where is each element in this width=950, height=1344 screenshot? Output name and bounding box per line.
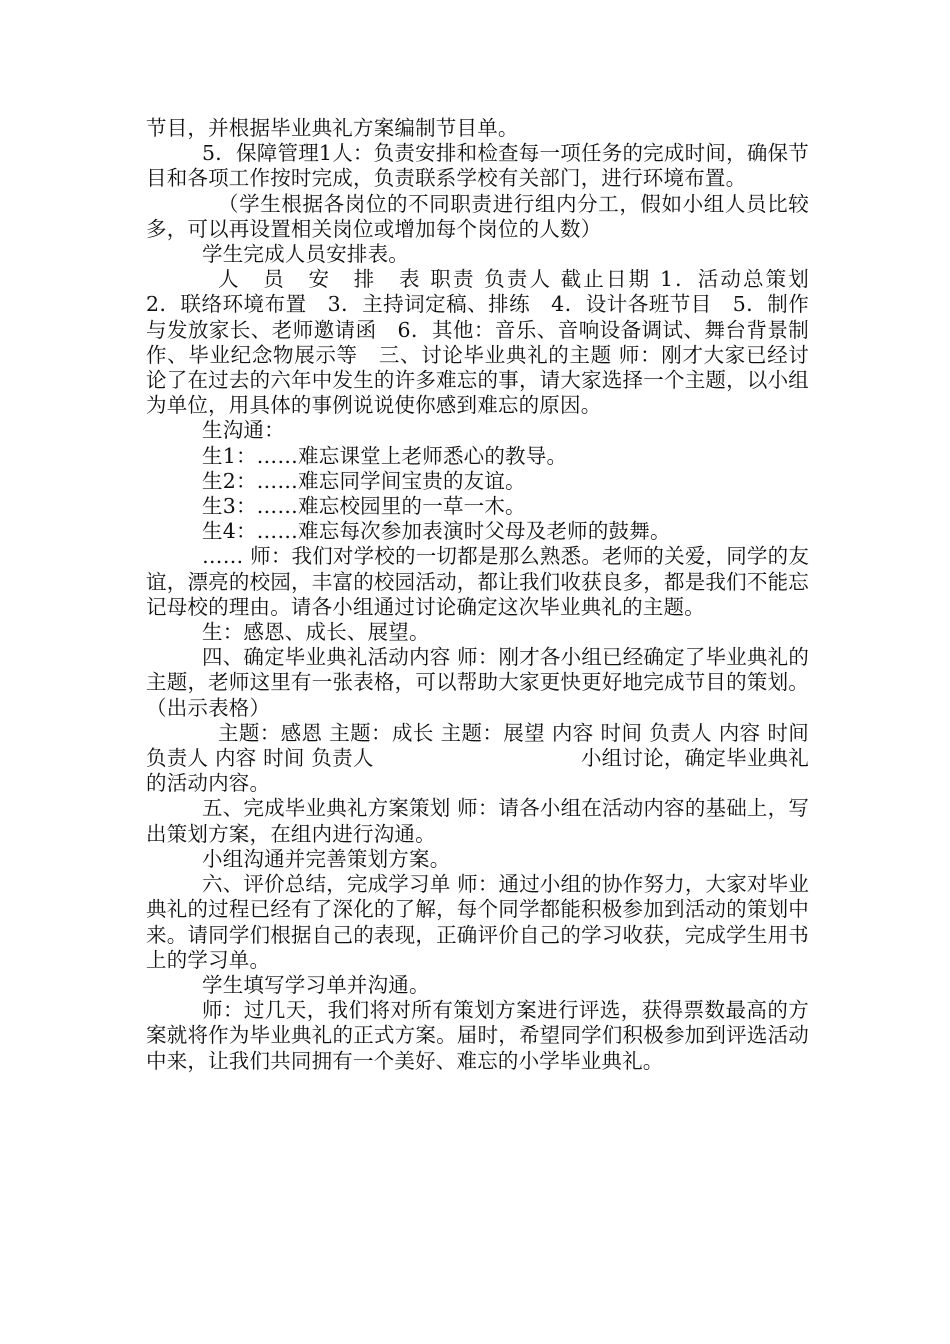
document-page [146, 116, 830, 1074]
paragraph-11: …… 师：我们对学校的一切都是那么熟悉。老师的关爱，同学的友谊，漂亮的校园，丰富的校园活动，都让我们收获良多，都是我们不能忘记母校的理由。请各小组通过讨论确定这次毕业典礼的主题。 [146, 544, 810, 619]
paragraph-7: 生1：……难忘课堂上老师悉心的教导。 [202, 443, 568, 468]
paragraph-5: 人 员 安 排 表 职责 负责人 截止日期 1．活动总策划 2．联络环境布置 3．主持词定稿、排练 4．设计各班节目 5．制作与发放家长、老师邀请函 6．其他：音乐、音响设备调试、舞台背景制作、毕业纪念物展示等 三、讨论毕业典礼的主题 师：刚才大家已经讨论了在过去的六年中发生的许多难忘的事，请大家选择一个主题，以小组为单位，用具体的事例说说使你感到难忘的原因。 [146, 267, 830, 418]
paragraph-16: 小组沟通并完善策划方案。 [202, 846, 451, 871]
paragraph-1: 节目，并根据毕业典礼方案编制节目单。 [146, 116, 519, 140]
paragraph-2: 5．保障管理1人：负责安排和检查每一项任务的完成时间，确保节目和各项工作按时完成，负责联系学校有关部门，进行环境布置。 [146, 141, 809, 191]
paragraph-8: 生2：……难忘同学间宝贵的友谊。 [202, 468, 526, 493]
paragraph-12: 生：感恩、成长、展望。 [202, 620, 430, 645]
paragraph-6: 生沟通： [202, 418, 285, 443]
paragraph-15: 五、完成毕业典礼方案策划 师：请各小组在活动内容的基础上，写出策划方案，在组内进行沟通。 [146, 796, 810, 846]
paragraph-3: （学生根据各岗位的不同职责进行组内分工，假如小组人员比较多，可以再设置相关岗位或增加每个岗位的人数） [146, 191, 809, 241]
paragraph-10: 生4：……难忘每次参加表演时父母及老师的鼓舞。 [202, 519, 671, 544]
paragraph-17: 六、评价总结，完成学习单 师：通过小组的协作努力，大家对毕业典礼的过程已经有了深化的了解，每个同学都能积极参加到活动的策划中来。请同学们根据自己的表现，正确评价自己的学习收获，完成学生用书上的学习单。 [146, 872, 810, 972]
paragraph-13: 四、确定毕业典礼活动内容 师：刚才各小组已经确定了毕业典礼的主题，老师这里有一张表格，可以帮助大家更快更好地完成节目的策划。（出示表格） [146, 645, 810, 720]
paragraph-19: 师：过几天，我们将对所有策划方案进行评选，获得票数最高的方案就将作为毕业典礼的正式方案。届时，希望同学们积极参加到评选活动中来，让我们共同拥有一个美好、难忘的小学毕业典礼。 [146, 998, 809, 1073]
paragraph-14: 主题：感恩 主题：成长 主题：展望 内容 时间 负责人 内容 时间 负责人 内容 时间 负责人 小组讨论，确定毕业典礼的活动内容。 [146, 720, 809, 796]
paragraph-4: 学生完成人员安排表。 [202, 242, 409, 267]
paragraph-9: 生3：……难忘校园里的一草一木。 [202, 494, 526, 519]
paragraph-18: 学生填写学习单并沟通。 [202, 972, 430, 997]
